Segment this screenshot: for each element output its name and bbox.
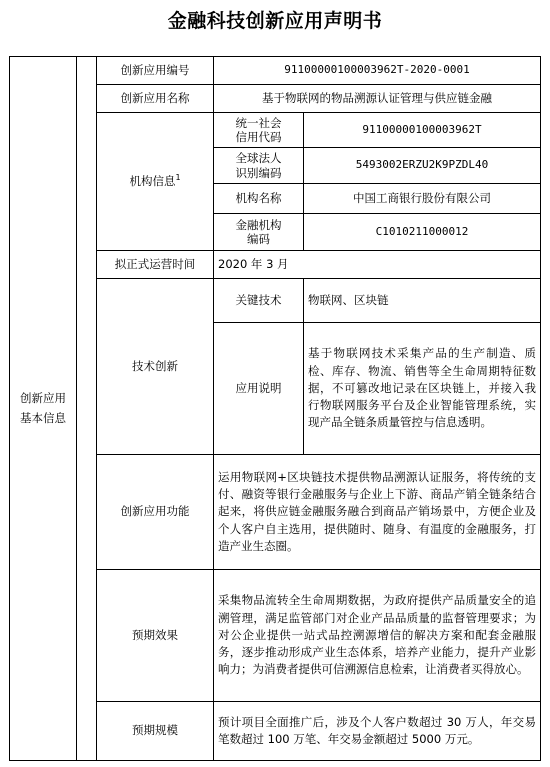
launch-time-value: 2020 年 3 月 bbox=[214, 251, 541, 279]
tech-desc-value: 基于物联网技术采集产品的生产制造、质检、库存、物流、销售等全生命周期特征数据，不可篡改地记录在区块链上，并接入我行物联网服务平台及企业智能管理系统，实现产品全链条质量管控与信息透明。 bbox=[304, 323, 541, 455]
page-title: 金融科技创新应用声明书 bbox=[167, 10, 383, 32]
scale-label: 预期规模 bbox=[97, 702, 214, 761]
credit-code-label bbox=[214, 113, 304, 148]
fin-code-label bbox=[214, 214, 304, 251]
lei-label bbox=[214, 148, 304, 184]
org-info-label-cell bbox=[97, 113, 214, 251]
lei-label-text: 全球法人 识别编码 bbox=[235, 151, 282, 180]
org-info-label: 机构信息 bbox=[129, 174, 176, 189]
app-name-label: 创新应用名称 bbox=[97, 85, 214, 113]
launch-time-label: 拟正式运营时间 bbox=[97, 251, 214, 279]
tech-desc-label: 应用说明 bbox=[214, 323, 304, 455]
effect-value: 采集物品流转全生命周期数据，为政府提供产品质量安全的追溯管理，满足监管部门对企业产品品质量的监督管理要求；为对公企业提供一站式品控溯源增信的解决方案和配套金融服务，逐步推动形成产业生态体系，培养产业能力，提升产业影响力；为消费者提供可信溯源信息检索，让消费者买得放心。 bbox=[214, 570, 541, 702]
function-label: 创新应用功能 bbox=[97, 455, 214, 570]
tech-label: 技术创新 bbox=[97, 279, 214, 455]
org-name-label: 机构名称 bbox=[214, 184, 304, 214]
org-info-footnote: 1 bbox=[175, 173, 181, 183]
function-value: 运用物联网+区块链技术提供物品溯源认证服务，将传统的支付、融资等银行金融服务与企业上下游、商品产销全链条结合起来，将供应链金融服务融合到商品产销场景中，方便企业及个人客户自主选用，提供随时、随身、有温度的金融服务，打造产业生态圈。 bbox=[214, 455, 541, 570]
section-label: 创新应用 基本信息 bbox=[20, 390, 66, 425]
lei-value: 5493002ERZU2K9PZDL40 bbox=[304, 148, 541, 184]
app-id-label: 创新应用编号 bbox=[97, 57, 214, 85]
spacer-column bbox=[77, 57, 97, 761]
credit-code-label-text: 统一社会 信用代码 bbox=[235, 115, 282, 144]
credit-code-value: 91100000100003962T bbox=[304, 113, 541, 148]
app-id-value: 91100000100003962T-2020-0001 bbox=[214, 57, 541, 85]
scale-value: 预计项目全面推广后，涉及个人客户数超过 30 万人，年交易笔数超过 100 万笔、年交易金额超过 5000 万元。 bbox=[214, 702, 541, 761]
key-tech-label: 关键技术 bbox=[214, 279, 304, 323]
section-label-cell bbox=[10, 57, 77, 761]
key-tech-value: 物联网、区块链 bbox=[304, 279, 541, 323]
app-name-value: 基于物联网的物品溯源认证管理与供应链金融 bbox=[214, 85, 541, 113]
effect-label: 预期效果 bbox=[97, 570, 214, 702]
declaration-table bbox=[9, 56, 541, 761]
fin-code-value: C1010211000012 bbox=[304, 214, 541, 251]
org-name-value: 中国工商银行股份有限公司 bbox=[304, 184, 541, 214]
row-app-id bbox=[10, 57, 541, 85]
fin-code-label-text: 金融机构 编码 bbox=[235, 217, 282, 246]
